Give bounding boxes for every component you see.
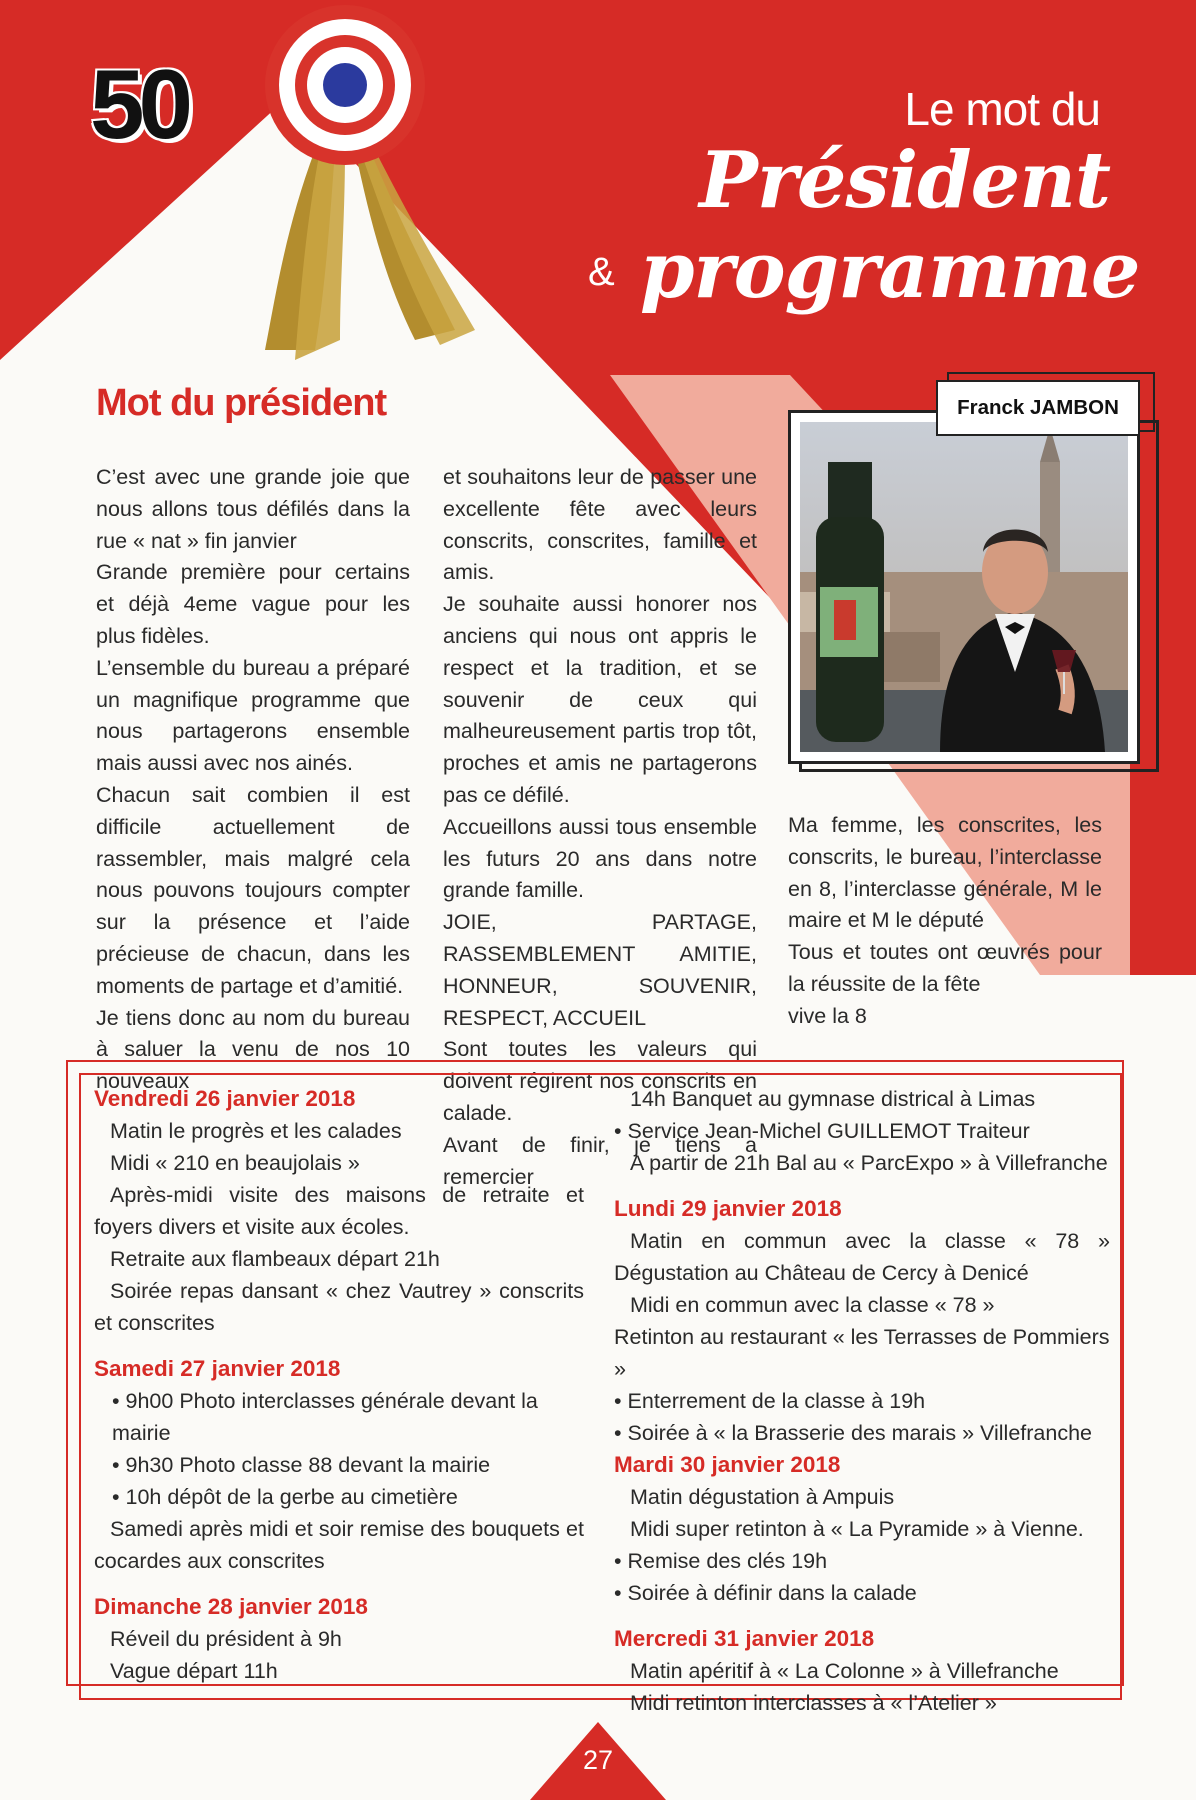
programme-day-heading: Samedi 27 janvier 2018 [94,1356,341,1381]
programme-item: Retraite aux flambeaux départ 21h [110,1247,440,1271]
rosette-cocarde-icon [245,0,485,380]
programme-item: Midi « 210 en beaujolais » [110,1151,360,1175]
programme-item: A partir de 21h Bal au « ParcExpo » à Villefranche [630,1151,1108,1175]
programme-item: • 10h dépôt de la gerbe au cimetière [94,1481,584,1513]
title-line-2: Président [699,135,1110,226]
paragraph: vive la 8 [788,1003,867,1028]
paragraph: Chacun sait combien il est difficile actuellement de rassembler, mais malgré cela nous pouvons toujours compter sur la présence et l’aide précieuse de chacun, dans les moments de partage et d’amitié. [96,782,410,998]
anniversary-badge: 50 [90,49,188,159]
programme-left-column [94,1083,584,1687]
programme-item: Midi retinton interclasses à « l’Atelier » [630,1691,997,1715]
paragraph: Ma femme, les conscrites, les conscrits, le bureau, l’interclasse en 8, l’interclasse générale, M le maire et M le député [788,813,1102,933]
programme-right-column [614,1083,1110,1719]
programme-item: Midi en commun avec la classe « 78 » [630,1293,995,1317]
programme-item: Vague départ 11h [110,1659,278,1683]
title-ampersand: & [588,250,615,294]
programme-item: Soirée repas dansant « chez Vautrey » conscrits et conscrites [94,1279,584,1335]
programme-item: • Service Jean-Michel GUILLEMOT Traiteur [614,1115,1110,1147]
president-name: Franck JAMBON [957,396,1119,419]
title-line-3: programme [640,225,1140,316]
paragraph: Grande première pour certains et déjà 4eme vague pour les plus fidèles. [96,560,410,648]
programme-item: Samedi après midi et soir remise des bouquets et cocardes aux conscrites [94,1517,584,1573]
paragraph: Tous et toutes ont œuvrés pour la réussite de la fête [788,940,1102,996]
programme-item: Matin le progrès et les calades [110,1119,402,1143]
programme-item: • Remise des clés 19h [614,1545,1110,1577]
section-heading: Mot du président [96,382,387,424]
paragraph: Je souhaite aussi honorer nos anciens qui nous ont appris le respect et la tradition, et se souvenir de ceux qui malheureusement partis trop tôt, proches et amis ne partagerons pas ce défilé. [443,592,757,807]
programme-item: Matin en commun avec la classe « 78 » Dégustation au Château de Cercy à Denicé [614,1229,1110,1285]
programme-item: Retinton au restaurant « les Terrasses de Pommiers » [614,1325,1110,1381]
programme-day-heading: Mercredi 31 janvier 2018 [614,1626,875,1651]
programme-item: • 9h00 Photo interclasses générale devant la mairie [94,1385,584,1449]
programme-day-heading: Lundi 29 janvier 2018 [614,1196,842,1221]
programme-item: • Soirée à « la Brasserie des marais » Villefranche [614,1417,1110,1449]
programme-item: • Enterrement de la classe à 19h [614,1385,1110,1417]
paragraph: Avant de finir, je tiens a remercier [443,1132,757,1189]
programme-item: Matin apéritif à « La Colonne » à Villefranche [630,1659,1059,1683]
paragraph: Je tiens donc au nom du bureau à saluer la venu de nos 10 nouveaux [96,1005,410,1094]
programme-item: • 9h30 Photo classe 88 devant la mairie [94,1449,584,1481]
paragraph: et souhaitons leur de passer une excellente fête avec leurs conscrits, conscrites, famille et amis. [443,465,757,585]
programme-item: • Soirée à définir dans la calade [614,1577,1110,1609]
programme-item: Matin dégustation à Ampuis [630,1485,895,1509]
text-column-3 [788,810,1102,1033]
paragraph: JOIE, PARTAGE, RASSEMBLEMENT AMITIE, HONNEUR, SOUVENIR, RESPECT, ACCUEIL [443,910,757,1030]
paragraph: Accueillons aussi tous ensemble les futurs 20 ans dans notre grande famille. [443,814,757,903]
programme-day-heading: Dimanche 28 janvier 2018 [94,1594,368,1619]
text-column-1 [96,462,410,1098]
programme-item: Réveil du président à 9h [110,1627,342,1651]
programme-item: 14h Banquet au gymnase districal à Limas [630,1087,1036,1111]
paragraph: L’ensemble du bureau a préparé un magnifique programme que nous partagerons ensemble mais aussi avec nos ainés. [96,655,410,776]
president-photo [800,422,1128,752]
paragraph: C’est avec une grande joie que nous allons tous défilés dans la rue « nat » fin janvier [96,465,410,553]
paragraph: Sont toutes les valeurs qui doivent régirent nos conscrits en calade. [443,1037,757,1125]
title-line-1: Le mot du [904,83,1100,135]
programme-day-heading: Vendredi 26 janvier 2018 [94,1086,356,1111]
programme-day-heading: Mardi 30 janvier 2018 [614,1452,841,1477]
programme-item: Midi super retinton à « La Pyramide » à Vienne. [630,1517,1084,1541]
page-number: 27 [582,1745,614,1775]
programme-item: Après-midi visite des maisons de retraite et foyers divers et visite aux écoles. [94,1183,584,1239]
